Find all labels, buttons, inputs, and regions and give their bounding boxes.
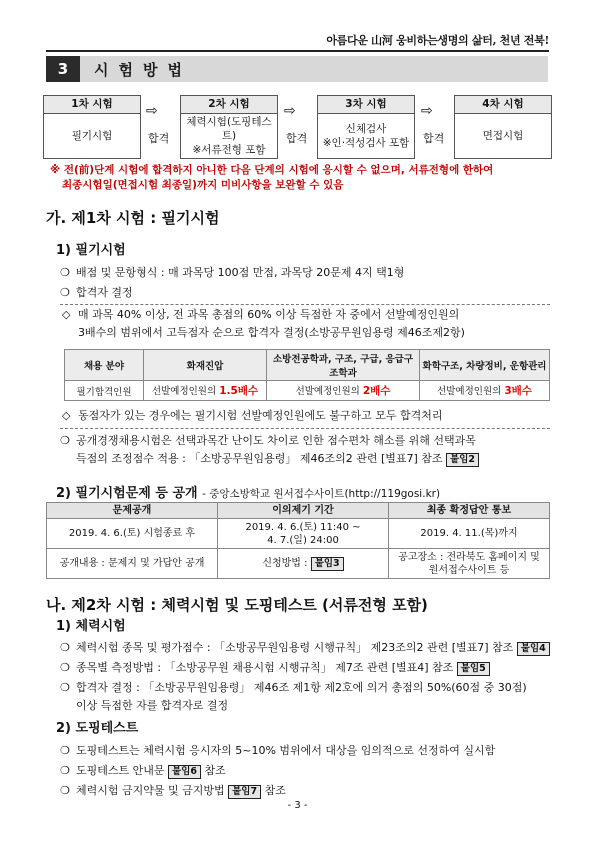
table-cell: 공개내용 : 문제지 및 가답안 공개 (47, 549, 218, 579)
attachment-tag: 붙임4 (517, 642, 550, 656)
bullet-item (60, 285, 550, 301)
right-arrow-icon: ⇨ (146, 103, 158, 119)
bullet-continuation (76, 451, 550, 467)
flow-box-head: 2차 시험 (181, 96, 277, 114)
table-cell: 공고장소 : 전라북도 홈페이지 및 원서접수사이트 등 (389, 549, 550, 579)
bullet-item (60, 265, 550, 281)
slogan: 아름다운 山河 웅비하는생명의 삶터, 천년 전북! (326, 34, 549, 47)
bullet-text: 종목별 측정방법 : 「소방공무원 채용시험 시행규칙」 제7조 관련 [별표4] 참조 (76, 661, 454, 674)
bullet-text: 합격자 결정 (76, 286, 133, 299)
diamond-text: 동점자가 있는 경우에는 필기시험 선발예정인원에도 불구하고 모두 합격처리 (78, 409, 443, 422)
bullet-icon: ❍ (60, 641, 70, 654)
table-header: 문제공개 (47, 503, 218, 519)
table-cell: 2019. 4. 11.(목)까지 (389, 519, 550, 549)
attachment-tag: 붙임2 (446, 453, 479, 467)
bullet-text: 득점의 조정점수 적용 : 「소방공무원임용령」 제46조의2 관련 [별표7] 참조 (76, 452, 443, 465)
subheading-fitness: 1) 체력시험 (56, 619, 126, 634)
notice-line: 최종시험일(면접시험 최종일)까지 미비사항을 보완할 수 있음 (62, 179, 344, 191)
bullet-text: 합격자 결정 : 「소방공무원임용령」 제46조 제1항 제2호에 의거 총점의 50%(60점 중 30점) (76, 681, 527, 694)
section-title: 시험방법 (80, 56, 548, 82)
flow-box-head: 4차 시험 (455, 96, 551, 114)
flow-box-line: 신체검사 (345, 123, 387, 135)
flow-box-step3 (317, 95, 415, 159)
table-header: 화재진압 (144, 350, 267, 381)
bullet-icon: ❍ (60, 784, 70, 797)
bullet-icon: ❍ (60, 681, 70, 694)
right-arrow-icon: ⇨ (421, 103, 433, 119)
table-cell: 선발예정인원의 2배수 (267, 381, 420, 401)
table-cell: 선발예정인원의 3배수 (420, 381, 550, 401)
bullet-item (60, 743, 555, 759)
bullet-item (60, 640, 555, 656)
subheading-text: 2) 필기시험문제 등 공개 (56, 486, 198, 501)
table-cell: 2019. 4. 6.(토) 시험종료 후 (47, 519, 218, 549)
subheading-written: 1) 필기시험 (56, 243, 126, 258)
pass-label: 합격 (423, 132, 445, 145)
header-rule (46, 50, 549, 52)
bullet-icon: ❍ (60, 266, 70, 279)
flow-box-head: 1차 시험 (44, 96, 140, 114)
right-arrow-icon: ⇨ (284, 103, 296, 119)
section-header (46, 56, 548, 82)
bullet-icon: ❍ (60, 286, 70, 299)
flow-box-line: ※인·적성검사 포함 (322, 137, 410, 149)
section-number: 3 (46, 56, 80, 82)
bullet-item: ❍ 도핑테스트 안내문 붙임6 참조 (60, 764, 226, 777)
notice-line: ※ 전(前)단계 시험에 합격하지 아니한 다음 단계의 시험에 응시할 수 없으며, 서류전형에 한하여 (50, 164, 494, 176)
bullet-item (60, 680, 555, 696)
bullet-icon: ❍ (60, 661, 70, 674)
bullet-item (60, 433, 550, 449)
heading-na: 나. 제2차 시험 : 체력시험 및 도핑테스트 (서류전형 포함) (46, 596, 428, 614)
table-cell: 신청방법 : 붙임3 (218, 549, 389, 579)
heading-ga: 가. 제1차 시험 : 필기시험 (46, 209, 220, 227)
diamond-item (62, 307, 548, 323)
criteria-box (60, 304, 550, 429)
table-header: 채용 분야 (65, 350, 144, 381)
table-header: 소방전공학과, 구조, 구급, 응급구조학과 (267, 350, 420, 381)
pass-label: 합격 (286, 132, 308, 145)
bullet-text: 체력시험 종목 및 평가점수 : 「소방공무원임용령 시행규칙」 제23조의2 관련 [별표7] 참조 (76, 641, 514, 654)
subheading-doping: 2) 도핑테스트 (56, 721, 139, 736)
disclosure-table (46, 502, 550, 579)
flow-box-step4 (454, 95, 552, 159)
flow-box-line: ※서류전형 포함 (192, 144, 266, 156)
bullet-item (60, 660, 555, 676)
diamond-icon: ◇ (62, 308, 71, 321)
flow-box-line: 체력시험(도핑테스트) (186, 116, 272, 142)
flow-box-step2 (180, 95, 278, 159)
bullet-text: 도핑테스트는 체력시험 응시자의 5~10% 범위에서 대상을 임의적으로 선정하여 실시함 (76, 744, 496, 757)
table-cell: 2019. 4. 6.(토) 11:40 ~ 4. 7.(일) 24:00 (218, 519, 389, 549)
diamond-text: 매 과목 40% 이상, 전 과목 총점의 60% 이상 득점한 자 중에서 선발예정인원의 (78, 308, 460, 321)
subheading-detail: - 중앙소방학교 원서접수사이트(http://119gosi.kr) (202, 488, 441, 500)
written-pass-table (64, 349, 550, 401)
attachment-tag: 붙임3 (311, 557, 344, 571)
bullet-continuation: 이상 득점한 자를 합격자로 결정 (76, 699, 229, 712)
diamond-text: 3배수의 범위에서 고득점자 순으로 합격자 결정(소방공무원임용령 제46조제2항) (78, 326, 465, 339)
flow-box-line: 면접시험 (482, 130, 524, 142)
bullet-text: 공개경쟁채용시험은 선택과목간 난이도 차이로 인한 점수편차 해소를 위해 선택과목 (76, 434, 476, 447)
page-number: - 3 - (287, 800, 308, 811)
bullet-icon: ❍ (60, 744, 70, 757)
subheading-disclosure (56, 482, 551, 501)
diamond-icon: ◇ (62, 409, 71, 422)
pass-label: 합격 (148, 132, 170, 145)
flow-box-head: 3차 시험 (318, 96, 414, 114)
attachment-tag: 붙임7 (228, 785, 261, 799)
diamond-item (62, 408, 548, 424)
table-row-label: 필기합격인원 (65, 381, 144, 401)
bullet-item: ❍ 체력시험 금지약물 및 금지방법 붙임7 참조 (60, 784, 286, 797)
table-header: 화학구조, 차량정비, 운항관리 (420, 350, 550, 381)
bullet-icon: ❍ (60, 764, 70, 777)
attachment-tag: 붙임6 (168, 765, 201, 779)
attachment-tag: 붙임5 (457, 662, 490, 676)
table-header: 최종 확정답안 통보 (389, 503, 550, 519)
notice (50, 163, 555, 193)
bullet-icon: ❍ (60, 434, 70, 447)
table-header: 이의제기 기간 (218, 503, 389, 519)
flow-box-line: 필기시험 (71, 130, 113, 142)
flow-box-step1 (43, 95, 141, 159)
table-cell: 선발예정인원의 1.5배수 (144, 381, 267, 401)
bullet-text: 배점 및 문항형식 : 매 과목당 100점 만점, 과목당 20문제 4지 택1형 (76, 266, 405, 279)
